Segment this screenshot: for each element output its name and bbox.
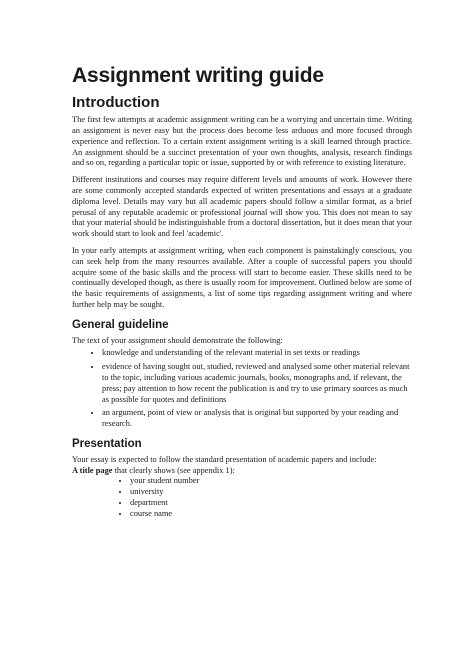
presentation-intro: Your essay is expected to follow the standard presentation of academic papers and include: bbox=[72, 454, 377, 464]
document-content bbox=[72, 63, 412, 519]
list-item: • your student number bbox=[130, 476, 412, 487]
document-title: Assignment writing guide bbox=[72, 64, 324, 87]
list-item: • knowledge and understanding of the relevant material in set texts or readings bbox=[102, 348, 412, 359]
intro-paragraph-2: Different institutions and courses may require different levels and amounts of work. However there are some commonly accepted standards expected of written presentations and essays at a graduate diploma level. Details may vary but all academic papers should follow a similar format, as a brief perusal of any reputable academic or professional journal will show you. This does not mean to say that your material should be indistinguishable from a doctoral dissertation, but it does mean that your work should start to look and feel 'academic'. bbox=[72, 175, 412, 239]
list-item: • university bbox=[130, 487, 412, 498]
introduction-heading: Introduction bbox=[72, 94, 160, 112]
general-guideline-heading: General guideline bbox=[72, 318, 169, 331]
list-item: • evidence of having sought out, studied, reviewed and analysed some other material relevant to the topic, including various academic journals, books, monographs and, if relevant, the press; pay attention to how recent the publication is and try to use primary sources as much as possible for quotes and definitions bbox=[102, 362, 412, 405]
title-page-line bbox=[72, 466, 412, 477]
title-page-text: that clearly shows (see appendix 1): bbox=[112, 465, 235, 475]
intro-paragraph-1: The first few attempts at academic assignment writing can be a worrying and uncertain time. Writing an assignment is never easy but the process does become less arduous and more focused through experience and reflection. To a certain extent assignment writing is a skill learned through practice. An assignment should be a succinct presentation of your own thoughts, analysis, research findings and so on, regarding a particular topic or issue, supported by or with reference to existing literature. bbox=[72, 115, 412, 168]
list-item: • an argument, point of view or analysis that is original but supported by your reading and research. bbox=[102, 408, 412, 430]
general-guideline-list bbox=[72, 348, 412, 430]
title-page-label: A title page bbox=[72, 465, 113, 475]
intro-paragraph-3: In your early attempts at assignment writing, when each component is painstakingly conscious, you can seek help from the many resources available. After a couple of successful papers you should acquire some of the basic skills and the process will start to become easier. These skills need to be continually developed though, as there is usually room for improvement. Outlined below are some of the basic requirements of assignments, a list of some tips regarding assignment writing and where further help may be sought. bbox=[72, 245, 412, 309]
title-page-items bbox=[72, 476, 412, 519]
general-guideline-intro: The text of your assignment should demonstrate the following: bbox=[72, 335, 283, 345]
list-item: • department bbox=[130, 498, 412, 509]
list-item: • course name bbox=[130, 509, 412, 520]
presentation-heading: Presentation bbox=[72, 437, 142, 450]
